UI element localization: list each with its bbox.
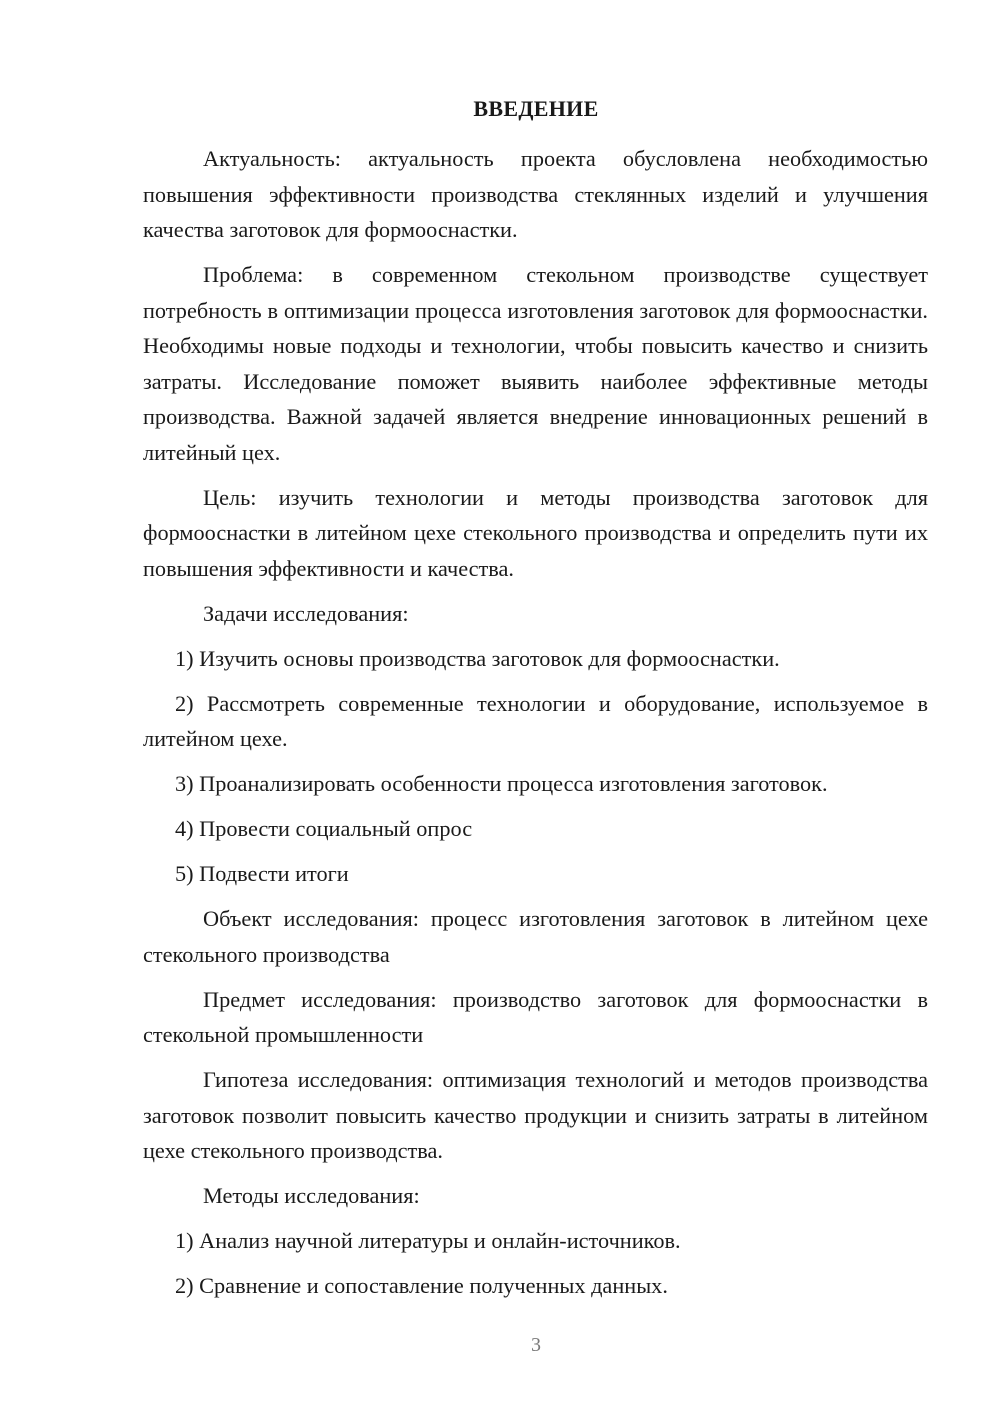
task-item: 2) Рассмотреть современные технологии и оборудование, используемое в литейном цехе. <box>143 690 928 751</box>
task-item: 1) Изучить основы производства заготовок для формооснастки. <box>175 645 780 671</box>
section-title: ВВЕДЕНИЕ <box>473 96 599 121</box>
problem-paragraph: Проблема: в современном стекольном производстве существует потребность в оптимизации процесса изготовления заготовок для формооснастки. Необходимы новые подходы и технологии, чтобы повысить качество и снизить затраты. Исследование поможет выявить наиболее эффективные методы производства. Важной задачей является внедрение инновационных решений в литейный цех. <box>143 262 928 465</box>
task-item: 5) Подвести итоги <box>175 861 349 886</box>
task-item: 4) Провести социальный опрос <box>175 816 473 841</box>
page-number: 3 <box>531 1334 541 1356</box>
task-item: 3) Проанализировать особенности процесса изготовления заготовок. <box>175 771 828 796</box>
method-item: 1) Анализ научной литературы и онлайн-источников. <box>175 1228 681 1253</box>
object-paragraph: Объект исследования: процесс изготовления заготовок в литейном цехе стекольного производства <box>143 906 928 967</box>
relevance-paragraph: Актуальность: актуальность проекта обусловлена необходимостью повышения эффективности производства стеклянных изделий и улучшения качества заготовок для формооснастки. <box>143 146 928 242</box>
subject-paragraph: Предмет исследования: производство заготовок для формооснастки в стекольной промышленности <box>143 986 928 1047</box>
method-item: 2) Сравнение и сопоставление полученных данных. <box>175 1273 668 1298</box>
tasks-heading: Задачи исследования: <box>203 600 409 626</box>
hypothesis-paragraph: Гипотеза исследования: оптимизация технологий и методов производства заготовок позволит повысить качество продукции и снизить затраты в литейном цехе стекольного производства. <box>143 1067 928 1163</box>
goal-paragraph: Цель: изучить технологии и методы производства заготовок для формооснастки в литейном цехе стекольного производства и определить пути их повышения эффективности и качества. <box>143 484 928 581</box>
methods-heading: Методы исследования: <box>203 1183 420 1208</box>
body-text <box>143 141 928 1313</box>
